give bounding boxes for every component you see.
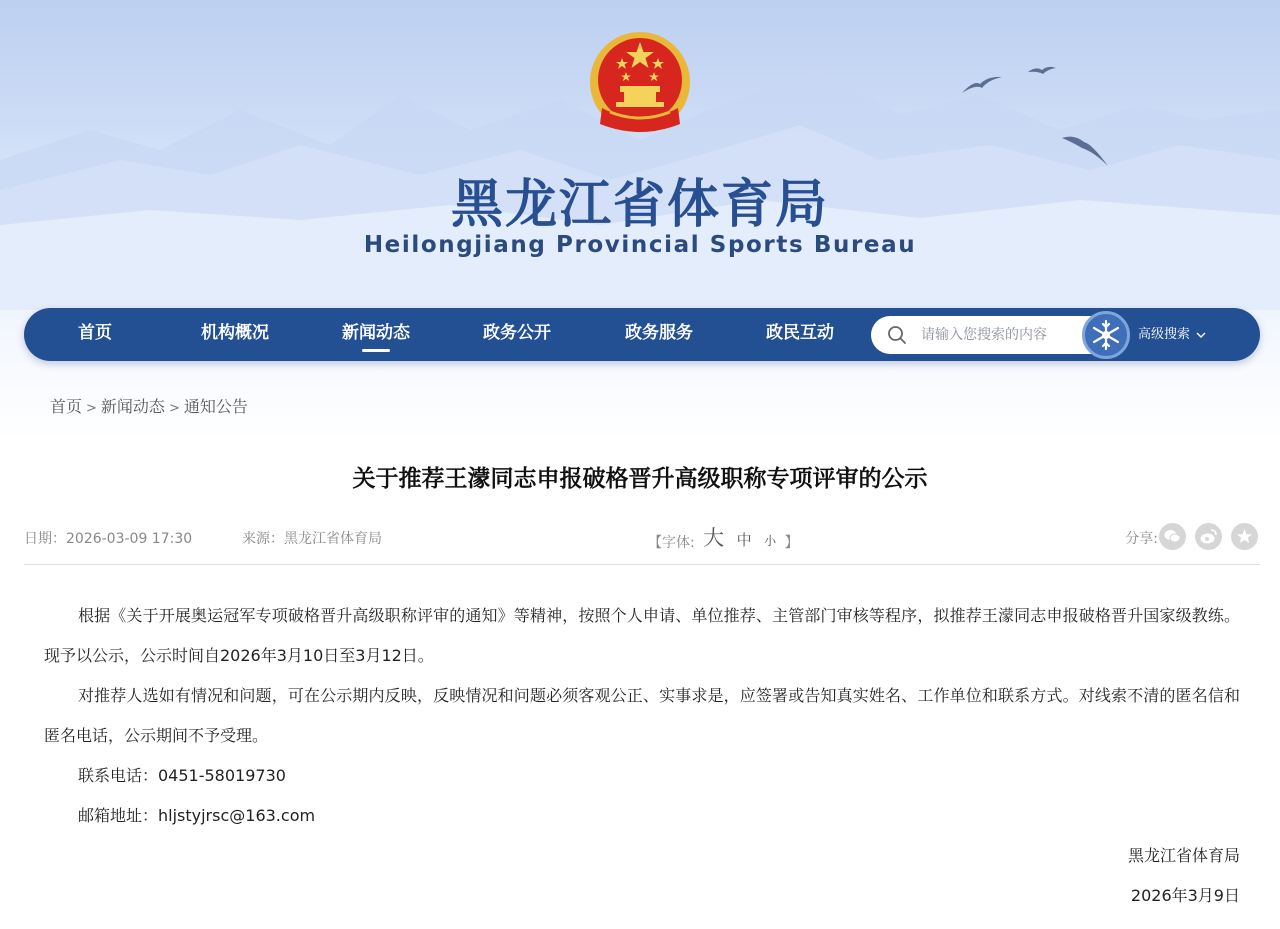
font-label-close: 】 xyxy=(784,535,799,551)
nav-item-interaction[interactable]: 政民互动 xyxy=(766,323,834,343)
search-box xyxy=(871,316,1097,354)
contact-email: 邮箱地址：hljstyjrsc@163.com xyxy=(78,806,316,825)
signature: 黑龙江省体育局 xyxy=(1127,846,1240,865)
meta-divider xyxy=(24,564,1260,565)
nav-item-home[interactable]: 首页 xyxy=(78,323,112,343)
national-emblem-icon xyxy=(588,28,692,140)
snowflake-icon xyxy=(1085,314,1127,356)
share-bar xyxy=(1100,522,1260,552)
search-input[interactable] xyxy=(921,316,1091,354)
nav-item-about[interactable]: 机构概况 xyxy=(201,323,269,343)
weibo-icon[interactable] xyxy=(1195,523,1222,550)
nav-item-news[interactable]: 新闻动态 xyxy=(331,308,421,361)
article-body xyxy=(44,596,1240,916)
breadcrumb-separator: > xyxy=(168,401,180,416)
breadcrumb-notices[interactable]: 通知公告 xyxy=(183,397,248,416)
signature-date: 2026年3月9日 xyxy=(1130,886,1240,905)
nav-item-services[interactable]: 政务服务 xyxy=(625,323,693,343)
publish-date: 日期：2026-03-09 17:30 xyxy=(24,531,193,547)
font-size-control xyxy=(648,522,799,552)
contact-phone: 联系电话：0451-58019730 xyxy=(78,766,286,785)
nav-item-government-affairs[interactable]: 政务公开 xyxy=(483,323,551,343)
site-subtitle: Heilongjiang Provincial Sports Bureau xyxy=(363,232,917,258)
search-button[interactable] xyxy=(1082,311,1130,359)
font-size-medium-button[interactable]: 中 xyxy=(736,531,752,549)
advanced-search-label: 高级搜索 xyxy=(1138,327,1191,342)
breadcrumb-news[interactable]: 新闻动态 xyxy=(100,397,165,416)
breadcrumb-separator: > xyxy=(86,401,97,416)
paragraph: 根据《关于开展奥运冠军专项破格晋升高级职称评审的通知》等精神，按照个人申请、单位推荐、主管部门审核等程序，拟推荐王濛同志申报破格晋升国家级教练。现予以公示，公示时间自2026年3月10日至3月12日。 xyxy=(44,606,1240,665)
paragraph: 对推荐人选如有情况和问题，可在公示期内反映，反映情况和问题必须客观公正、实事求是，应签署或告知真实姓名、工作单位和联系方式。对线索不清的匿名信和匿名电话，公示期间不予受理。 xyxy=(44,686,1240,745)
font-size-small-button[interactable]: 小 xyxy=(764,534,777,548)
main-navbar xyxy=(24,308,1260,361)
wechat-icon[interactable] xyxy=(1159,523,1186,550)
advanced-search-link[interactable] xyxy=(1138,308,1206,361)
chevron-down-icon xyxy=(1196,331,1206,339)
font-size-large-button[interactable]: 大 xyxy=(703,526,725,550)
breadcrumb xyxy=(50,394,248,417)
breadcrumb-home[interactable]: 首页 xyxy=(50,397,83,416)
font-label-open: 【字体: xyxy=(648,535,695,551)
search-icon xyxy=(887,325,907,345)
article-meta xyxy=(24,522,1260,552)
article-title: 关于推荐王濛同志申报破格晋升高级职称专项评审的公示 xyxy=(352,466,928,492)
header-banner xyxy=(0,0,1280,440)
favorite-icon[interactable] xyxy=(1231,523,1258,550)
article-source: 来源：黑龙江省体育局 xyxy=(242,531,382,547)
site-title: 黑龙江省体育局 xyxy=(450,175,829,235)
share-label: 分享: xyxy=(1125,531,1158,547)
